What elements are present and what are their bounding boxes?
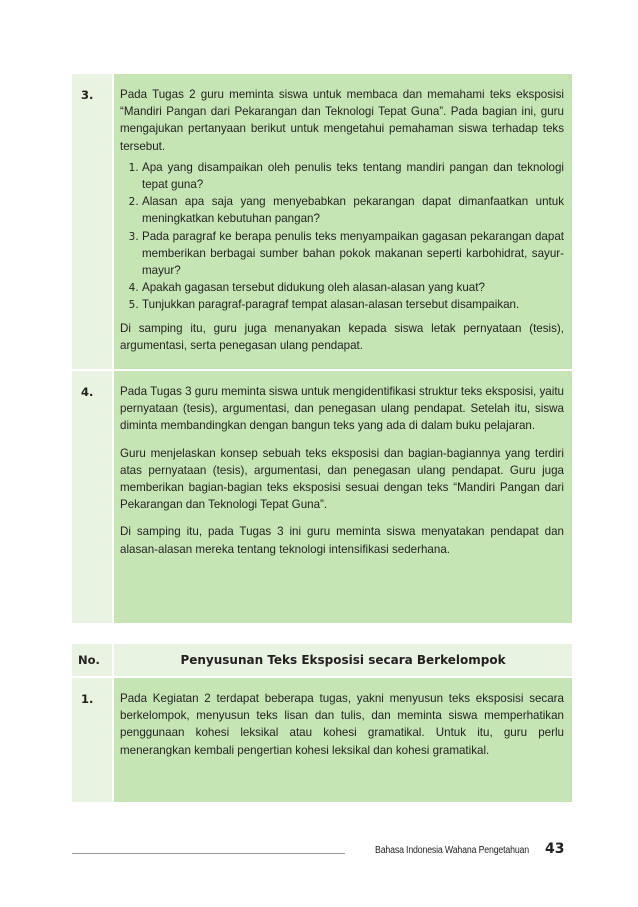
row-number: 1. [72, 678, 112, 802]
header-title: Penyusunan Teks Eksposisi secara Berkelompok [112, 644, 572, 676]
list-item: 5. Tunjukkan paragraf-paragraf tempat alasan-alasan tersebut disampaikan. [142, 296, 564, 313]
table-row [72, 676, 572, 802]
page-number: 43 [545, 841, 565, 857]
list-item: 2. Alasan apa saja yang menyebabkan pekarangan dapat dimanfaatkan untuk meningkatkan kebutuhan pangan? [142, 193, 564, 227]
row-number: 4. [72, 371, 112, 623]
footer-divider [72, 853, 345, 854]
table-row [72, 72, 572, 369]
row-content [112, 371, 572, 623]
paragraph: Pada Tugas 3 guru meminta siswa untuk mengidentifikasi struktur teks eksposisi, yaitu pernyataan (tesis), argumentasi, dan penegasan ulang pendapat. Setelah itu, siswa diminta membandingkan dengan bangun teks yang ada di dalam buku pelajaran. [120, 385, 564, 433]
table-header [72, 644, 572, 676]
activity-table-2 [72, 644, 572, 802]
paragraph: Pada Tugas 2 guru meminta siswa untuk membaca dan memahami teks eksposisi “Mandiri Pangan dari Pekarangan dan Teknologi Tepat Guna”. Pada bagian ini, guru mengajukan pertanyaan berikut untuk mengetahui pemahaman siswa terhadap teks tersebut. [120, 88, 564, 153]
row-content [112, 74, 572, 369]
paragraph: Di samping itu, guru juga menanyakan kepada siswa letak pernyataan (tesis), argumentasi, serta penegasan ulang pendapat. [120, 321, 564, 352]
row-content [112, 678, 572, 802]
paragraph: Di samping itu, pada Tugas 3 ini guru meminta siswa menyatakan pendapat dan alasan-alasan mereka tentang teknologi intensifikasi sederhana. [120, 525, 564, 556]
list-item: 3. Pada paragraf ke berapa penulis teks menyampaikan gagasan pekarangan dapat memberikan berbagai sumber bahan pokok makanan seperti karbohidrat, sayur-mayur? [142, 228, 564, 280]
list-item: 4. Apakah gagasan tersebut didukung oleh alasan-alasan yang kuat? [142, 279, 564, 296]
row-number: 3. [72, 74, 112, 369]
header-number: No. [72, 644, 112, 676]
activity-table-1 [72, 72, 572, 623]
table-row [72, 369, 572, 623]
paragraph: Pada Kegiatan 2 terdapat beberapa tugas, yakni menyusun teks eksposisi secara berkelompok, menyusun teks lisan dan tulis, dan meminta siswa memperhatikan penggunaan kohesi leksikal atau kohesi gramatikal. Untuk itu, guru perlu menerangkan kembali pengertian kohesi leksikal dan kohesi gramatikal. [120, 692, 564, 757]
footer-book-title: Bahasa Indonesia Wahana Pengetahuan [375, 845, 529, 856]
list-item: 1. Apa yang disampaikan oleh penulis teks tentang mandiri pangan dan teknologi tepat guna? [142, 159, 564, 193]
paragraph: Guru menjelaskan konsep sebuah teks eksposisi dan bagian-bagiannya yang terdiri atas pernyataan (tesis), argumentasi, dan penegasan ulang pendapat. Guru juga memberikan bagian-bagian teks eksposisi sesuai dengan teks “Mandiri Pangan dari Pekarangan dan Teknologi Tepat Guna”. [120, 446, 564, 512]
question-list [120, 159, 564, 314]
